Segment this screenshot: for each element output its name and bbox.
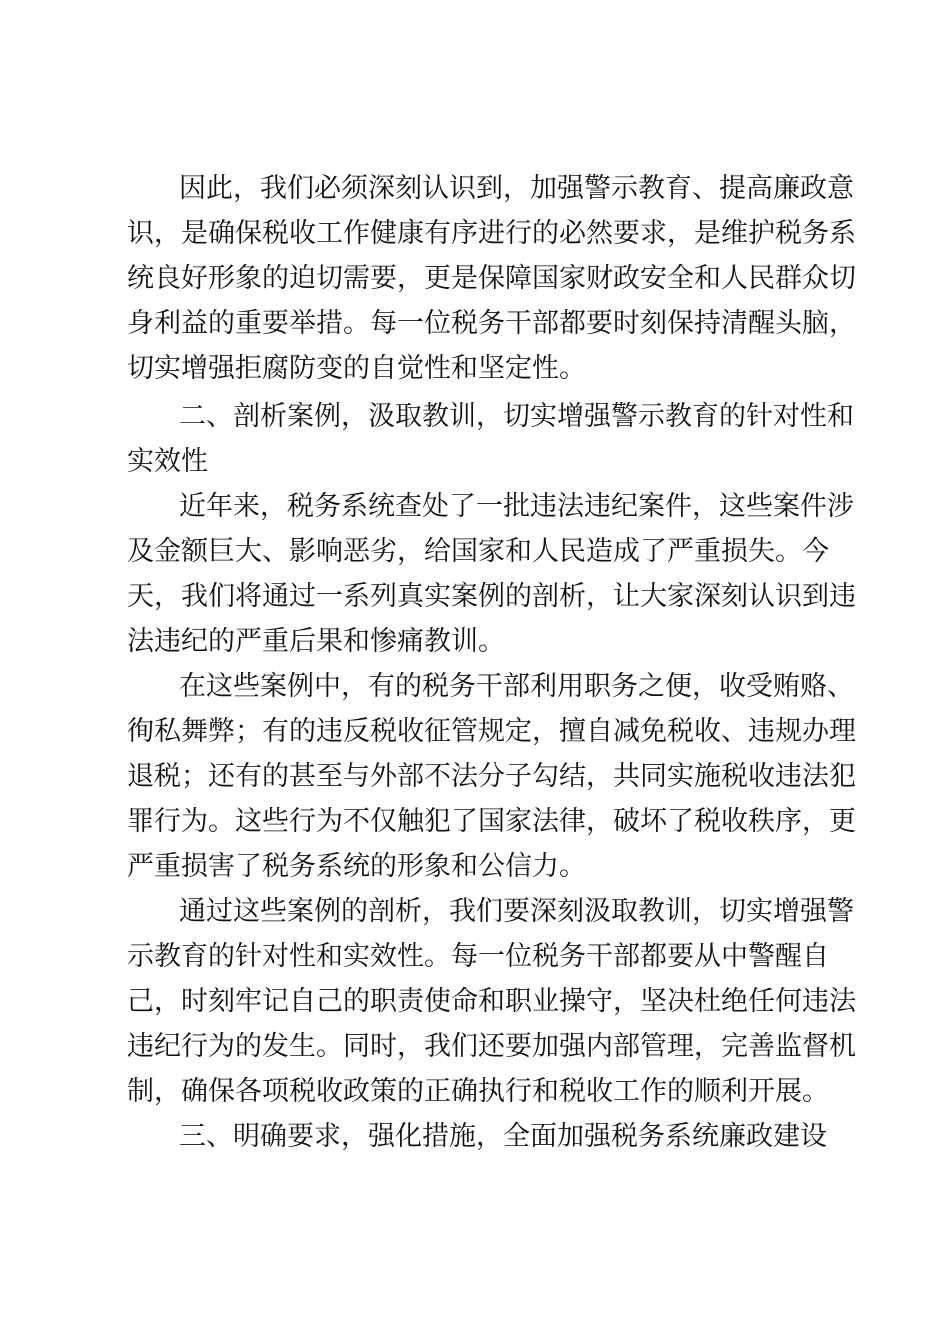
text-line: 罪行为。这些行为不仅触犯了国家法律，破坏了税收秩序，更 xyxy=(127,806,856,837)
text-line: 近年来，税务系统查处了一批违法违纪案件，这些案件涉 xyxy=(179,491,854,522)
text-line: 切实增强拒腐防变的自觉性和坚定性。 xyxy=(127,353,586,384)
section-heading: 二、剖析案例，汲取教训，切实增强警示教育的针对性和 xyxy=(179,401,854,432)
text-line: 己，时刻牢记自己的职责使命和职业操守，坚决杜绝任何违法 xyxy=(127,986,856,1017)
text-line: 法违纪的严重后果和惨痛教训。 xyxy=(127,626,505,657)
text-line: 制，确保各项税收政策的正确执行和税收工作的顺利开展。 xyxy=(127,1076,829,1107)
text-line: 因此，我们必须深刻认识到，加强警示教育、提高廉政意 xyxy=(179,173,854,204)
text-line: 身利益的重要举措。每一位税务干部都要时刻保持清醒头脑， xyxy=(127,308,856,339)
text-line: 统良好形象的迫切需要，更是保障国家财政安全和人民群众切 xyxy=(127,263,856,294)
text-line: 通过这些案例的剖析，我们要深刻汲取教训，切实增强警 xyxy=(179,896,854,927)
section-heading: 三、明确要求，强化措施，全面加强税务系统廉政建设 xyxy=(179,1121,827,1152)
text-line: 退税；还有的甚至与外部不法分子勾结，共同实施税收违法犯 xyxy=(127,761,856,792)
text-line: 严重损害了税务系统的形象和公信力。 xyxy=(127,851,586,882)
text-line: 在这些案例中，有的税务干部利用职务之便，收受贿赂、 xyxy=(179,671,854,702)
text-line: 违纪行为的发生。同时，我们还要加强内部管理，完善监督机 xyxy=(127,1031,856,1062)
text-line: 天，我们将通过一系列真实案例的剖析，让大家深刻认识到违 xyxy=(127,581,856,612)
text-line: 徇私舞弊；有的违反税收征管规定，擅自减免税收、违规办理 xyxy=(127,716,856,747)
text-line: 及金额巨大、影响恶劣，给国家和人民造成了严重损失。今 xyxy=(127,536,829,567)
text-line: 识，是确保税收工作健康有序进行的必然要求，是维护税务系 xyxy=(127,218,856,249)
section-heading: 实效性 xyxy=(127,446,208,477)
text-line: 示教育的针对性和实效性。每一位税务干部都要从中警醒自 xyxy=(127,941,829,972)
